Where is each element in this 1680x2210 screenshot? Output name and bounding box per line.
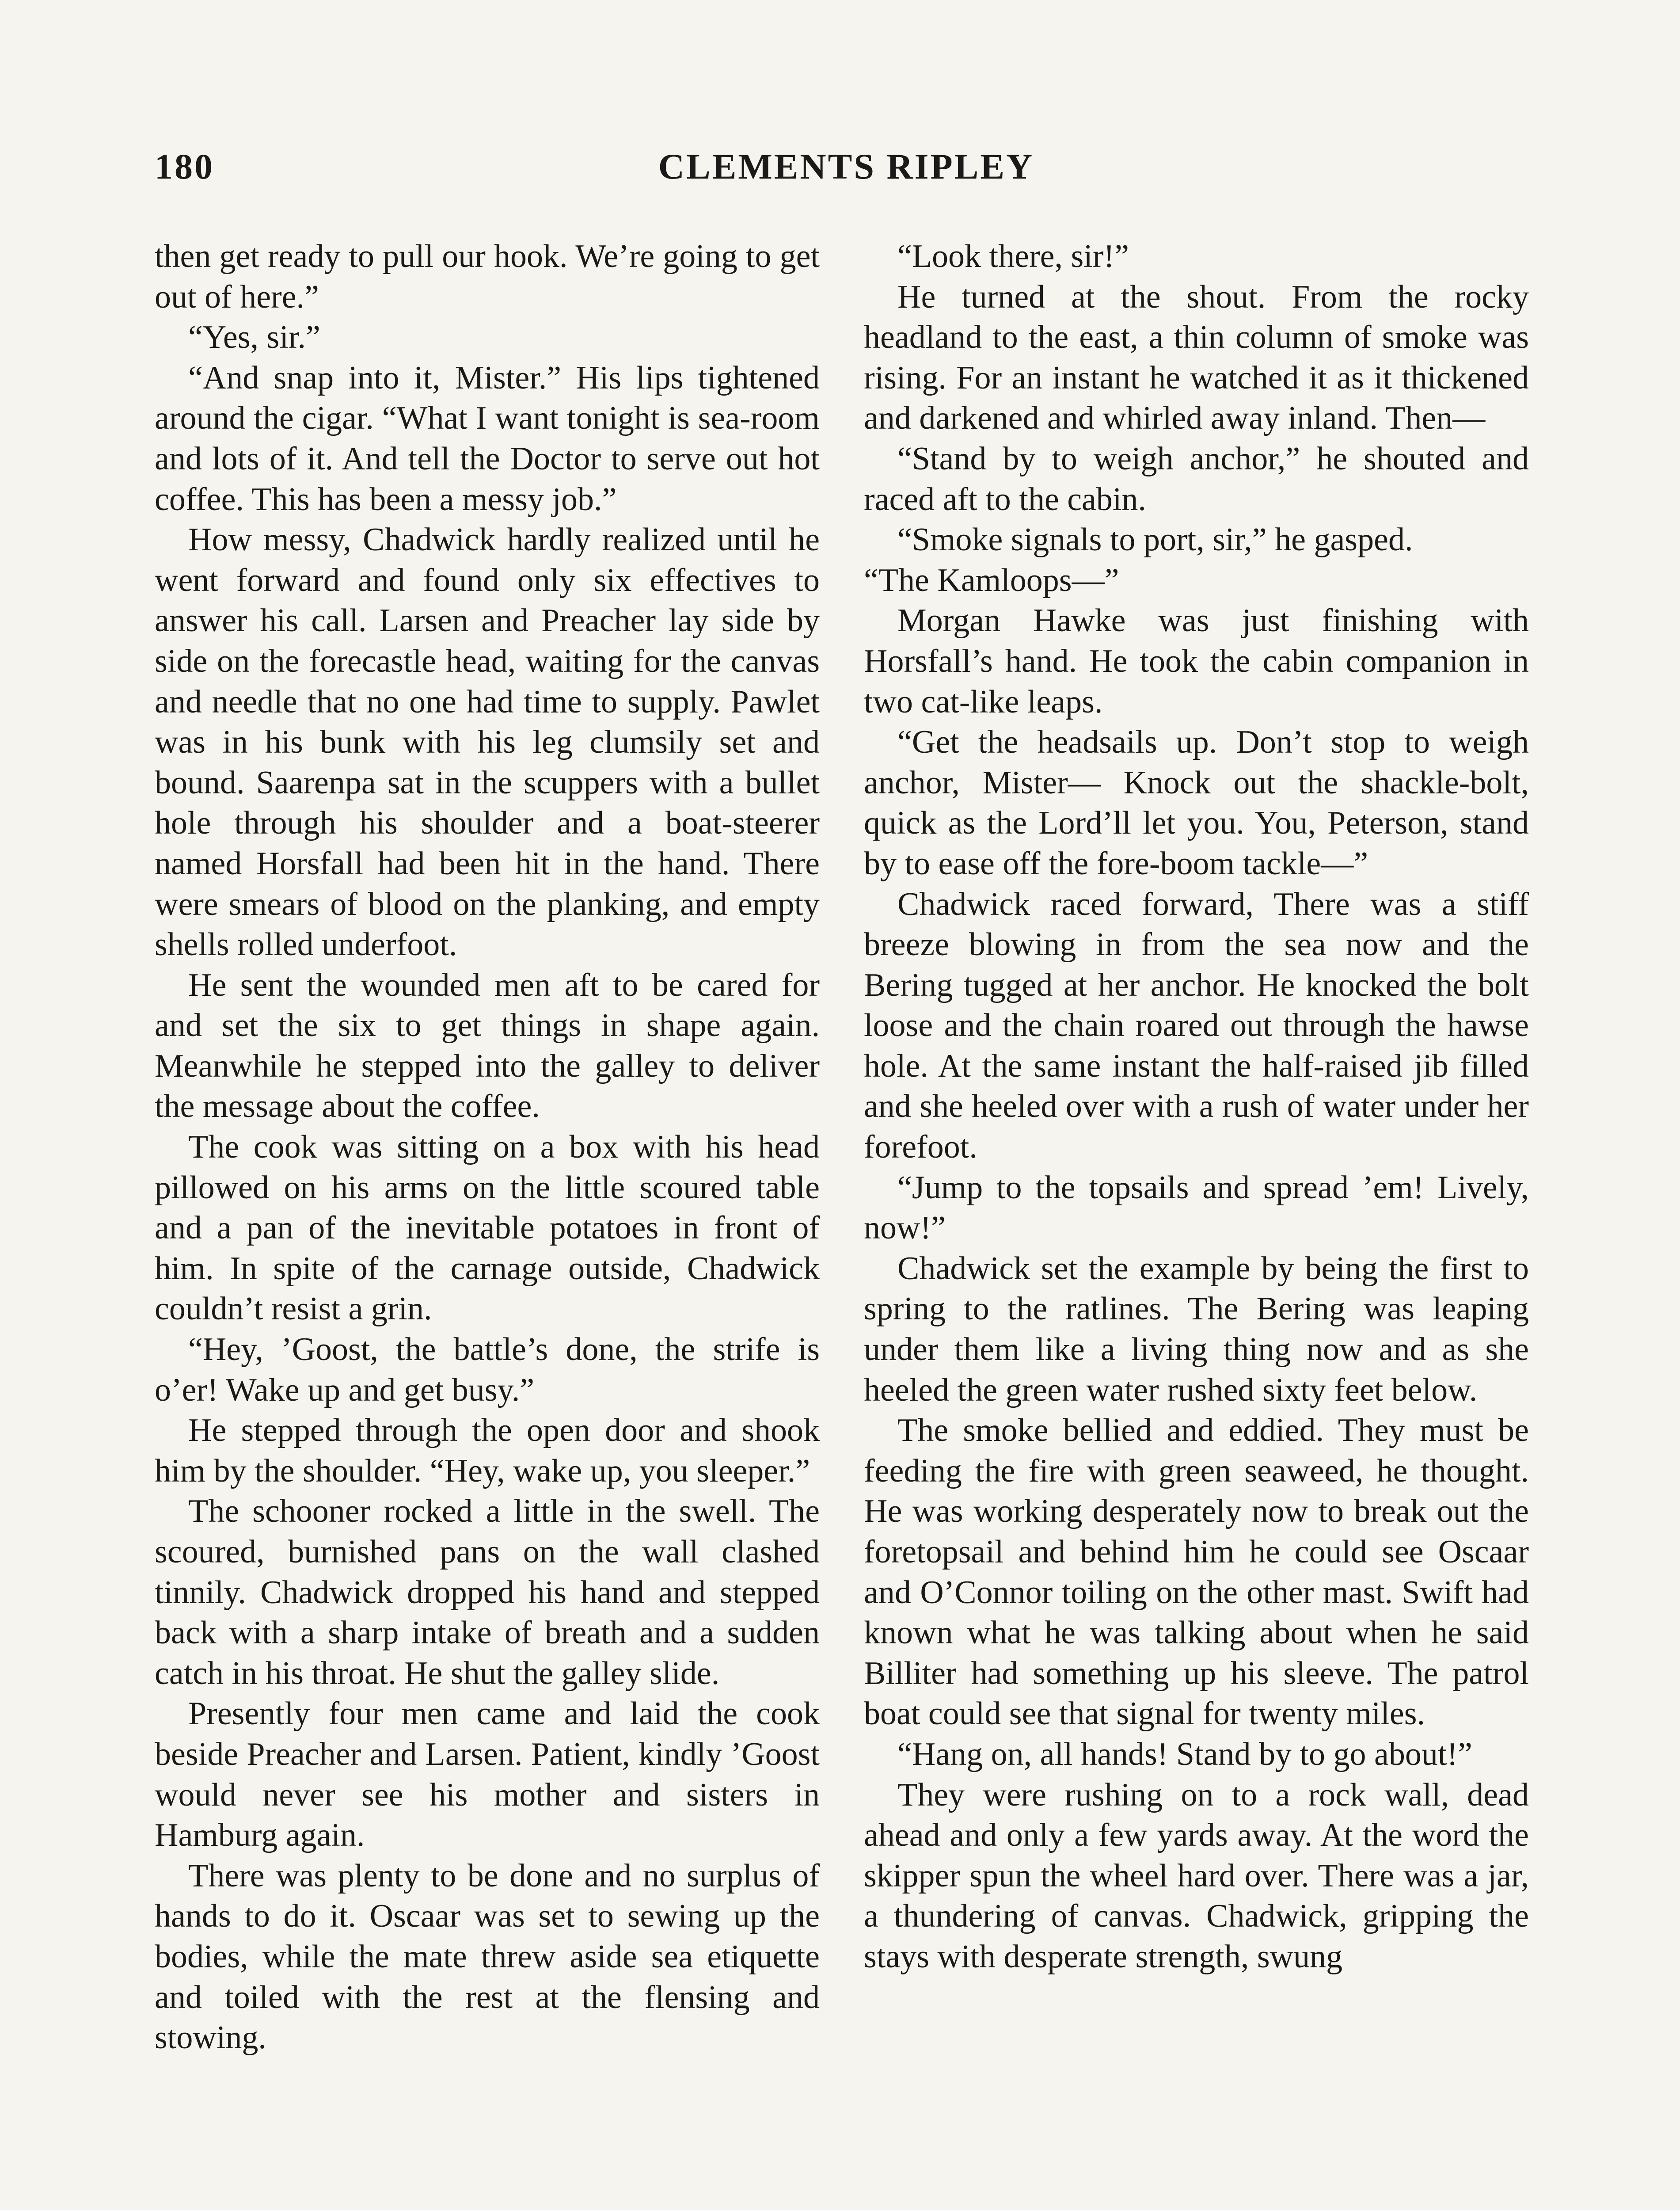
running-head-author: CLEMENTS RIPLEY [658,146,1034,187]
paragraph: Chadwick set the example by being the first to spring to the ratlines. The Bering was leaping under them like a living thing now and as she heeled the green water rushed sixty feet below. [864,1250,1529,1408]
paragraph: “Hang on, all hands! Stand by to go about!” [897,1736,1472,1772]
left-column [155,236,820,2058]
paragraph: “Get the headsails up. Don’t stop to weigh anchor, Mister— Knock out the shackle-bolt, quick as the Lord’ll let you. You, Peterson, stand by to ease off the fore-boom tackle—” [864,724,1529,882]
paragraph: He turned at the shout. From the rocky headland to the east, a thin column of smoke was rising. For an instant he watched it as it thickened and darkened and whirled away inland. Then— [864,278,1529,437]
paragraph: “Smoke signals to port, sir,” he gasped. [897,522,1413,558]
paragraph: “Look there, sir!” [897,238,1129,274]
paragraph: The smoke bellied and eddied. They must be feeding the fire with green seaweed, he thought. He was working desperately now to break out the foretopsail and behind him he could see Oscaar and O’Connor toiling on the other mast. Swift had known what he was talking about when he said Billiter had something up his sleeve. The patrol boat could see that signal for twenty miles. [864,1412,1529,1732]
paragraph: He stepped through the open door and shook him by the shoulder. “Hey, wake up, you sleeper.” [155,1412,820,1489]
paragraph: The schooner rocked a little in the swell. The scoured, burnished pans on the wall clashed tinnily. Chadwick dropped his hand and stepped back with a sharp intake of breath and a sudden catch in his throat. He shut the galley slide. [155,1493,820,1692]
paragraph: “Yes, sir.” [188,319,320,356]
paragraph: Morgan Hawke was just finishing with Horsfall’s hand. He took the cabin companion in two cat-like leaps. [864,602,1529,720]
paragraph: He sent the wounded men aft to be cared for and set the six to get things in shape again. Meanwhile he stepped into the galley to deliver the message about the coffee. [155,967,820,1125]
paragraph: “Hey, ’Goost, the battle’s done, the strife is o’er! Wake up and get busy.” [155,1331,820,1408]
right-column [864,236,1529,1978]
paragraph: There was plenty to be done and no surplus of hands to do it. Oscaar was set to sewing up the bodies, while the mate threw aside sea etiquette and toiled with the rest at the flensing and stowing. [155,1857,820,2056]
page-number: 180 [155,146,214,187]
paragraph: Chadwick raced forward, There was a stiff breeze blowing in from the sea now and the Bering tugged at her anchor. He knocked the bolt loose and the chain roared out through the hawse hole. At the same instant the half-raised jib filled and she heeled over with a rush of water under her forefoot. [864,886,1529,1166]
paragraph: “Stand by to weigh anchor,” he shouted and raced aft to the cabin. [864,440,1529,518]
paragraph: “And snap into it, Mister.” His lips tightened around the cigar. “What I want tonight is sea-room and lots of it. And tell the Doctor to serve out hot coffee. This has been a messy job.” [155,359,820,518]
paragraph: then get ready to pull our hook. We’re going to get out of here.” [155,238,820,315]
running-head [155,146,1538,199]
paragraph: They were rushing on to a rock wall, dead ahead and only a few yards away. At the word the skipper spun the wheel hard over. There was a jar, a thundering of canvas. Chadwick, gripping the stays with desperate strength, swung [864,1776,1529,1975]
paragraph: How messy, Chadwick hardly realized until he went forward and found only six effectives to answer his call. Larsen and Preacher lay side by side on the forecastle head, waiting for the canvas and needle that no one had time to supply. Pawlet was in his bunk with his leg clumsily set and bound. Saarenpa sat in the scuppers with a bullet hole through his shoulder and a boat-steerer named Horsfall had been hit in the hand. There were smears of blood on the planking, and empty shells rolled underfoot. [155,522,820,963]
paragraph: The cook was sitting on a box with his head pillowed on his arms on the little scoured table and a pan of the inevitable potatoes in front of him. In spite of the carnage outside, Chadwick couldn’t resist a grin. [155,1129,820,1327]
paragraph: “Jump to the topsails and spread ’em! Lively, now!” [864,1169,1529,1246]
paragraph: “The Kamloops—” [864,562,1119,598]
paragraph: Presently four men came and laid the cook beside Preacher and Larsen. Patient, kindly ’Goost would never see his mother and sisters in Hamburg again. [155,1696,820,1854]
